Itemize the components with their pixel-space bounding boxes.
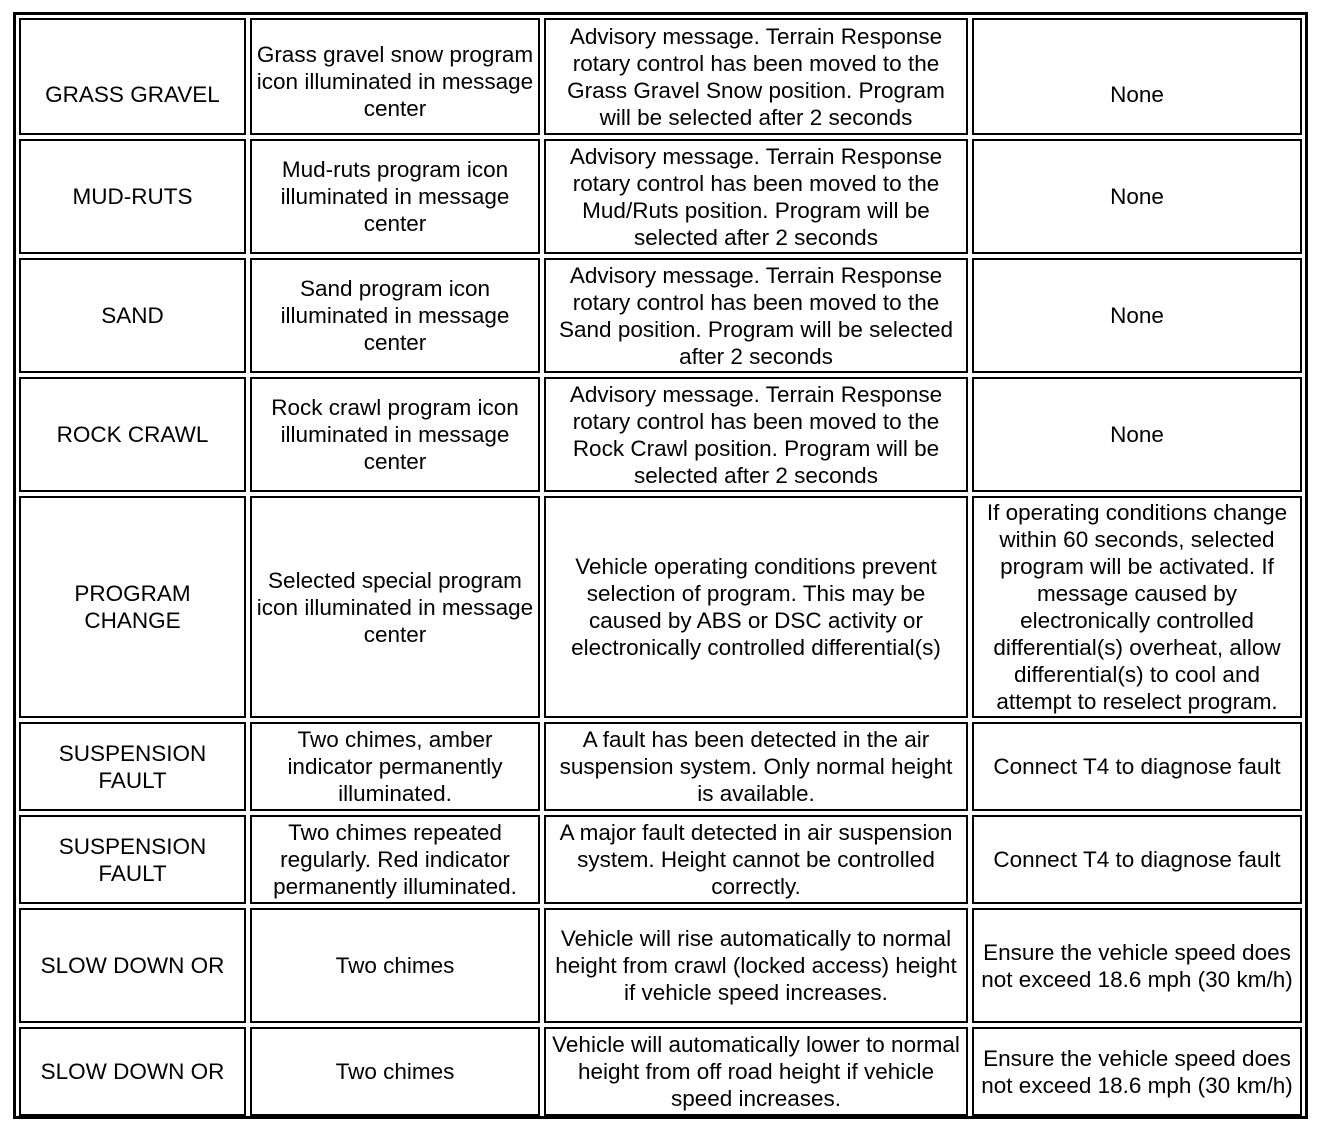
indication-cell: Two chimes repeated regularly. Red indicator permanently illuminated. [250, 815, 540, 904]
description-cell: Vehicle will automatically lower to normal height from off road height if vehicle speed increases. [544, 1027, 968, 1116]
indication-cell: Rock crawl program icon illuminated in message center [250, 377, 540, 492]
message-cell: SLOW DOWN OR [19, 1027, 246, 1116]
description-cell: Vehicle operating conditions prevent selection of program. This may be caused by ABS or DSC activity or electronically controlled differential(s) [544, 496, 968, 718]
table-row [19, 496, 1302, 718]
message-cell: SUSPENSION FAULT [19, 815, 246, 904]
description-cell: A fault has been detected in the air suspension system. Only normal height is available. [544, 722, 968, 811]
table-row [19, 18, 1302, 135]
table-row [19, 1027, 1302, 1116]
action-cell: Ensure the vehicle speed does not exceed 18.6 mph (30 km/h) [972, 908, 1302, 1023]
indication-cell: Two chimes [250, 1027, 540, 1116]
message-cell: GRASS GRAVEL [19, 18, 246, 135]
action-cell: Connect T4 to diagnose fault [972, 815, 1302, 904]
message-cell: MUD-RUTS [19, 139, 246, 254]
message-cell: SUSPENSION FAULT [19, 722, 246, 811]
message-cell: PROGRAM CHANGE [19, 496, 246, 718]
indication-cell: Two chimes, amber indicator permanently illuminated. [250, 722, 540, 811]
indication-cell: Two chimes [250, 908, 540, 1023]
table-row [19, 139, 1302, 254]
message-table [15, 14, 1306, 1120]
action-cell: None [972, 258, 1302, 373]
action-cell: None [972, 139, 1302, 254]
indication-cell: Mud-ruts program icon illuminated in message center [250, 139, 540, 254]
description-cell: A major fault detected in air suspension system. Height cannot be controlled correctly. [544, 815, 968, 904]
description-cell: Advisory message. Terrain Response rotary control has been moved to the Sand position. Program will be selected after 2 seconds [544, 258, 968, 373]
message-cell: ROCK CRAWL [19, 377, 246, 492]
action-cell: Connect T4 to diagnose fault [972, 722, 1302, 811]
indication-cell: Selected special program icon illuminated in message center [250, 496, 540, 718]
indication-cell: Sand program icon illuminated in message center [250, 258, 540, 373]
description-cell: Advisory message. Terrain Response rotary control has been moved to the Rock Crawl position. Program will be selected after 2 seconds [544, 377, 968, 492]
message-cell: SLOW DOWN OR [19, 908, 246, 1023]
description-cell: Vehicle will rise automatically to normal height from crawl (locked access) height if vehicle speed increases. [544, 908, 968, 1023]
action-cell: If operating conditions change within 60 seconds, selected program will be activated. If message caused by electronically controlled differential(s) overheat, allow differential(s) to cool and attempt to reselect program. [972, 496, 1302, 718]
indication-cell: Grass gravel snow program icon illuminated in message center [250, 18, 540, 135]
table-row [19, 377, 1302, 492]
action-cell: None [972, 377, 1302, 492]
action-cell: Ensure the vehicle speed does not exceed 18.6 mph (30 km/h) [972, 1027, 1302, 1116]
table-row [19, 258, 1302, 373]
description-cell: Advisory message. Terrain Response rotary control has been moved to the Mud/Ruts position. Program will be selected after 2 seconds [544, 139, 968, 254]
table-row [19, 815, 1302, 904]
table-row [19, 908, 1302, 1023]
description-cell: Advisory message. Terrain Response rotary control has been moved to the Grass Gravel Snow position. Program will be selected after 2 seconds [544, 18, 968, 135]
action-cell: None [972, 18, 1302, 135]
table-row [19, 722, 1302, 811]
message-cell: SAND [19, 258, 246, 373]
